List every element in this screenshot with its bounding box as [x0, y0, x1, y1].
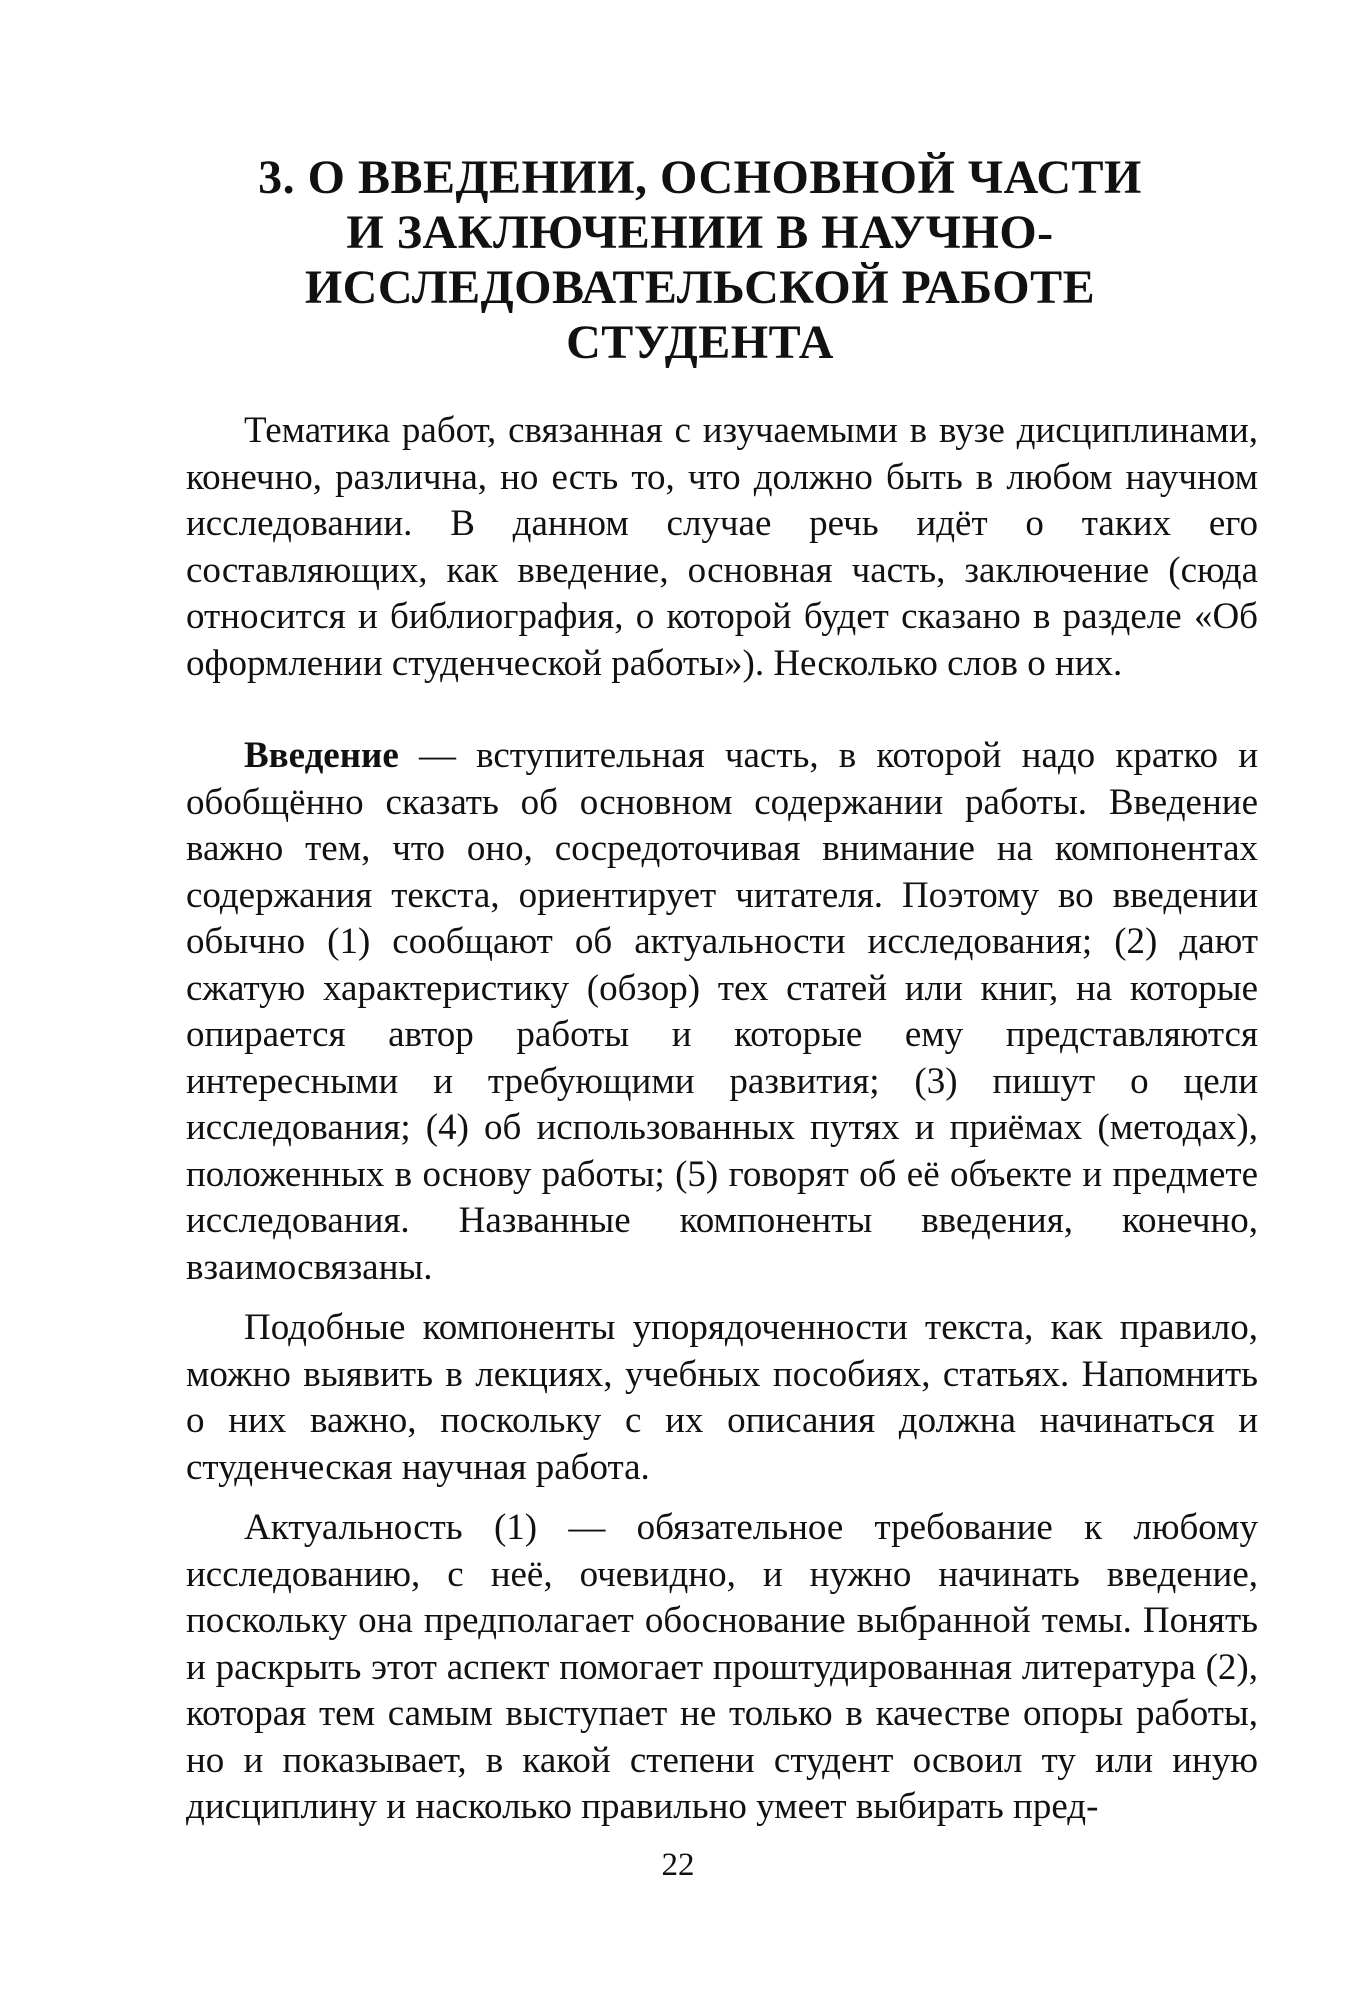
paragraph-introduction-text: — вступительная часть, в которой надо кратко и обобщённо сказать об основном содержании работы. Введение важно тем, что оно, сосредоточивая внимание на компонентах содержания текста, ориентирует читателя. Поэтому во введении обычно (1) сообщают об актуальности исследования; (2) дают сжатую характеристику (обзор) тех статей или книг, на которые опирается автор работы и которые ему представляются интересными и требующими развития; (3) пишут о цели исследования; (4) об использованных путях и приёмах (методах), положенных в основу работы; (5) говорят об её объекте и предмете исследования. Названные компоненты введения, конечно, взаимосвязаны.	[186, 735, 1258, 1288]
body-text	[186, 408, 1258, 1831]
term-introduction: Введение	[244, 735, 399, 776]
chapter-heading	[200, 150, 1200, 370]
chapter-heading-line-3: ИССЛЕДОВАТЕЛЬСКОЙ РАБОТЕ СТУДЕНТА	[304, 261, 1096, 369]
paragraph-introduction-definition	[186, 733, 1258, 1291]
paragraph-relevance: Актуальность (1) — обязательное требование к любому исследованию, с неё, очевидно, и нужно начинать введение, поскольку она предполагает обоснование выбранной темы. Понять и раскрыть этот аспект помогает проштудированная литература (2), которая тем самым выступает не только в качестве опоры работы, но и показывает, в какой степени студент освоил ту или иную дисциплину и насколько правильно умеет выбирать пред-	[186, 1507, 1258, 1827]
paragraph-components: Подобные компоненты упорядоченности текста, как правило, можно выявить в лекциях, учебных пособиях, статьях. Напомнить о них важно, поскольку с их описания должна начинаться и студенческая научная работа.	[186, 1307, 1258, 1488]
chapter-heading-line-1: 3. О ВВЕДЕНИИ, ОСНОВНОЙ ЧАСТИ	[258, 151, 1142, 204]
paragraph-intro: Тематика работ, связанная с изучаемыми в вузе дисциплинами, конечно, различна, но есть то, что должно быть в любом научном исследовании. В данном случае речь идёт о таких его составляющих, как введение, основная часть, заключение (сюда относится и библиография, о которой будет сказано в разделе «Об оформлении студенческой работы»). Несколько слов о них.	[186, 410, 1258, 684]
chapter-heading-line-2: И ЗАКЛЮЧЕНИИ В НАУЧНО-	[346, 206, 1054, 259]
page-number: 22	[661, 1847, 695, 1883]
